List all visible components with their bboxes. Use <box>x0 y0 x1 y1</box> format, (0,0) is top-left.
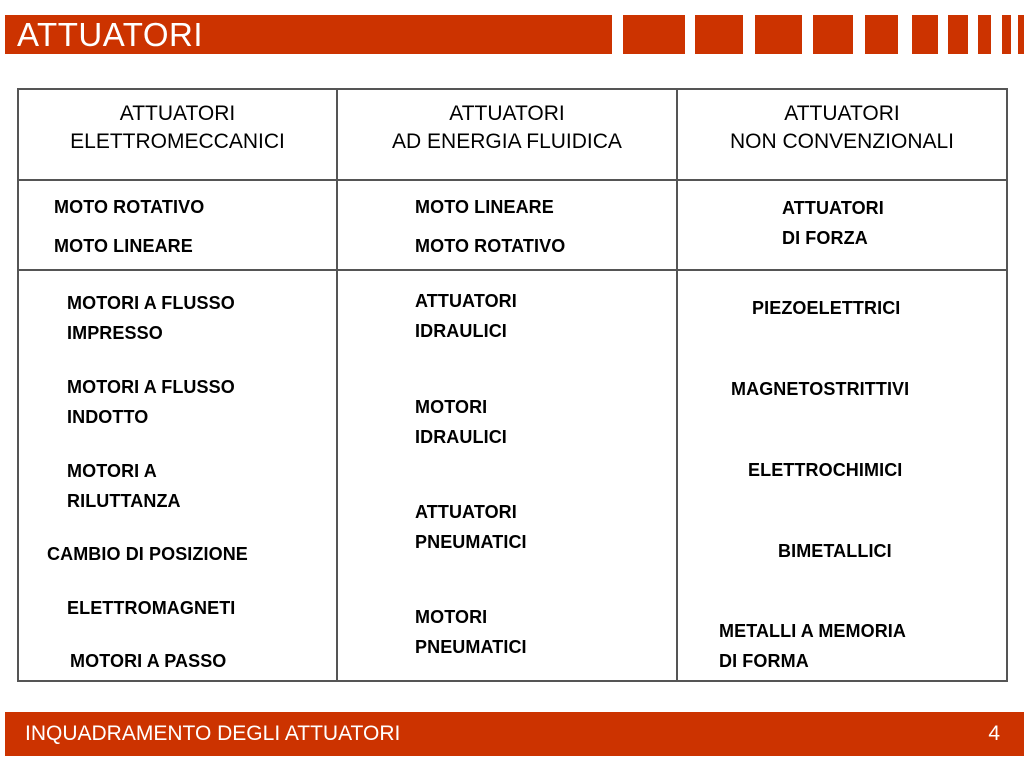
table-border-right <box>1006 88 1008 682</box>
header-decoration-block <box>1002 15 1011 54</box>
list-item: PIEZOELETTRICI <box>752 298 901 318</box>
page-number: 4 <box>988 722 1000 745</box>
list-item-line: INDOTTO <box>67 407 149 427</box>
header-bar <box>5 15 612 54</box>
list-item-line: MOTORI A <box>67 461 157 481</box>
header-decoration-block <box>813 15 853 54</box>
table-border-top <box>17 88 1008 90</box>
list-item: ELETTROMAGNETI <box>67 598 236 618</box>
column-heading-line: ATTUATORI <box>784 102 900 125</box>
list-item-line: IDRAULICI <box>415 427 507 447</box>
header-decoration-block <box>948 15 968 54</box>
table-border-bottom <box>17 680 1008 682</box>
column-heading-non-convenzionali <box>678 100 1006 156</box>
header-decoration-block <box>912 15 938 54</box>
column-heading-line: ELETTROMECCANICI <box>70 130 285 153</box>
list-item-line: DI FORMA <box>719 651 809 671</box>
header-decoration-block <box>755 15 802 54</box>
table-divider <box>17 269 1008 271</box>
list-item-line: RILUTTANZA <box>67 491 181 511</box>
footer-bar <box>5 712 1024 756</box>
motion-type: MOTO LINEARE <box>415 197 554 217</box>
list-item-line: MOTORI A FLUSSO <box>67 293 235 313</box>
list-item-line: MOTORI A FLUSSO <box>67 377 235 397</box>
list-item <box>415 286 517 346</box>
list-item-line: MOTORI <box>415 397 488 417</box>
list-item-line: ATTUATORI <box>415 291 517 311</box>
column-divider <box>676 88 678 682</box>
list-item: BIMETALLICI <box>778 541 892 561</box>
motion-type-line: DI FORZA <box>782 228 868 248</box>
motion-type <box>782 193 884 253</box>
column-heading-line: ATTUATORI <box>119 102 236 125</box>
list-item: MOTORI A PASSO <box>70 651 227 671</box>
list-item <box>415 392 507 452</box>
motion-type: MOTO LINEARE <box>54 236 193 256</box>
list-item <box>67 288 235 348</box>
table-divider <box>17 179 1008 181</box>
column-heading-line: ATTUATORI <box>449 102 565 125</box>
list-item <box>415 497 527 557</box>
header-decoration-block <box>978 15 991 54</box>
column-heading-fluidica <box>338 100 676 156</box>
list-item: ELETTROCHIMICI <box>748 460 903 480</box>
header-decoration-block <box>1018 15 1024 54</box>
column-heading-line: NON CONVENZIONALI <box>729 130 955 153</box>
slide-title: ATTUATORI <box>17 16 203 53</box>
list-item-line: MOTORI <box>415 607 488 627</box>
motion-type: MOTO ROTATIVO <box>415 236 566 256</box>
list-item: CAMBIO DI POSIZIONE <box>47 544 248 564</box>
motion-type-line: ATTUATORI <box>782 198 884 218</box>
header-decoration-block <box>695 15 743 54</box>
header-decoration-block <box>623 15 685 54</box>
list-item-line: IDRAULICI <box>415 321 507 341</box>
list-item <box>415 602 527 662</box>
list-item <box>67 372 235 432</box>
list-item <box>719 616 906 676</box>
column-divider <box>336 88 338 682</box>
footer-title: INQUADRAMENTO DEGLI ATTUATORI <box>25 722 401 745</box>
column-heading-elettromeccanici <box>19 100 336 156</box>
list-item: MAGNETOSTRITTIVI <box>731 379 910 399</box>
list-item-line: PNEUMATICI <box>415 637 527 657</box>
list-item-line: PNEUMATICI <box>415 532 527 552</box>
table-border-left <box>17 88 19 682</box>
list-item-line: ATTUATORI <box>415 502 517 522</box>
motion-type: MOTO ROTATIVO <box>54 197 205 217</box>
list-item-line: IMPRESSO <box>67 323 163 343</box>
column-heading-line: AD ENERGIA FLUIDICA <box>392 130 622 153</box>
list-item <box>67 456 181 516</box>
header-decoration-block <box>865 15 898 54</box>
list-item-line: METALLI A MEMORIA <box>719 621 907 641</box>
